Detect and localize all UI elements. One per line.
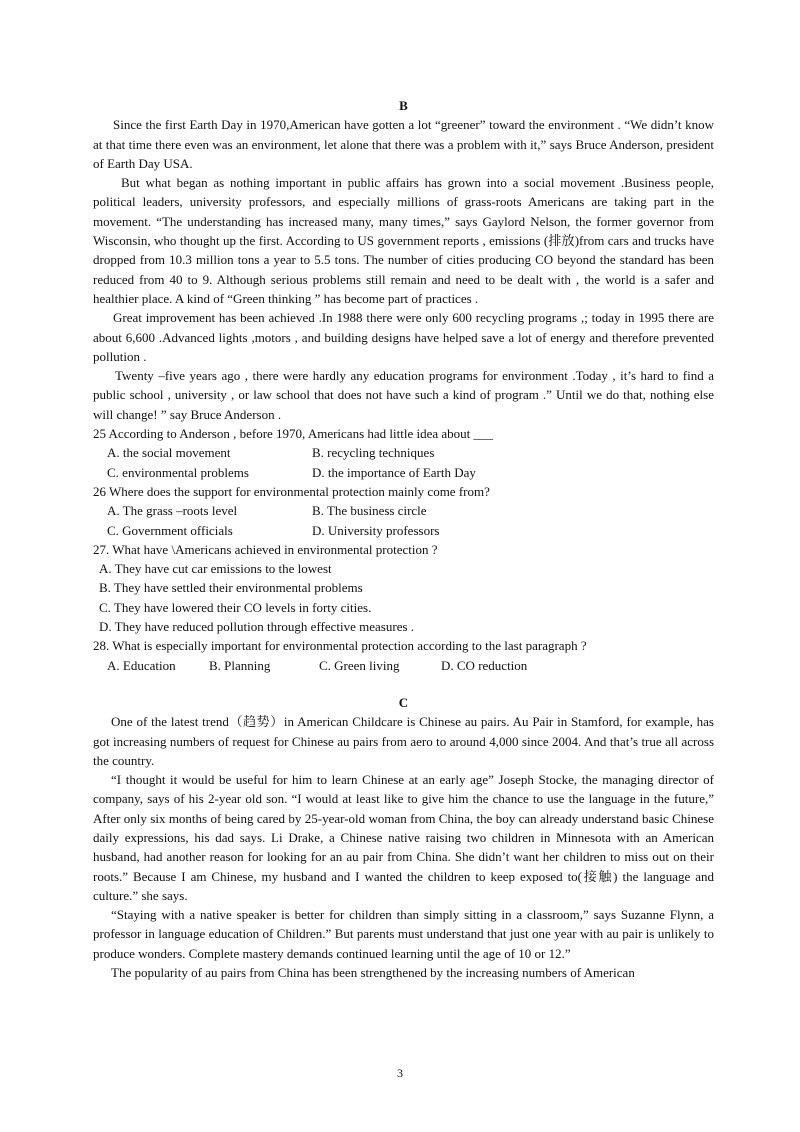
question-25-stem: 25 According to Anderson , before 1970, Americans had little idea about ___ (93, 426, 494, 442)
question-26-option-b: B. The business circle (312, 503, 427, 519)
question-27-option-c: C. They have lowered their CO levels in forty cities. (99, 599, 372, 615)
question-27-option-a: A. They have cut car emissions to the lowest (99, 561, 332, 577)
question-25-options-row-1 (93, 443, 714, 462)
section-c-paragraph-4: The popularity of au pairs from China has been strengthened by the increasing numbers of American (111, 965, 635, 981)
section-c-paragraph-3: “Staying with a native speaker is better for children than simply sitting in a classroom,” says Suzanne Flynn, a professor in language education of Children.” But parents must understand that just one year with au pair is unlikely to produce wonders. Complete mastery demands continued learning until the age of 10 or 12.” (93, 907, 714, 961)
question-28-option-c: C. Green living (319, 657, 400, 673)
question-28-option-a: A. Education (107, 657, 176, 673)
page-number: 3 (397, 1066, 403, 1080)
section-b-paragraph-3: Great improvement has been achieved .In 1988 there were only 600 recycling programs ,; today in 1995 there are about 6,600 .Advanced lights ,motors , and building designs have helped save a lot of energy and therefore prevented pollution . (93, 310, 714, 364)
question-27-option-b: B. They have settled their environmental problems (99, 580, 363, 596)
question-28-option-d: D. CO reduction (441, 657, 528, 673)
question-25-option-b: B. recycling techniques (312, 445, 435, 461)
question-25-option-c: C. environmental problems (107, 464, 249, 480)
question-28-stem: 28. What is especially important for environmental protection according to the last paragraph ? (93, 638, 587, 654)
section-c-paragraph-1: One of the latest trend（趋势）in American Childcare is Chinese au pairs. Au Pair in Stamford, for example, has got increasing numbers of request for Chinese au pairs from aero to around 4,000 since 2004. And that’s true all across the country. (93, 714, 714, 768)
question-26-option-c: C. Government officials (107, 522, 233, 538)
section-b-paragraph-4: Twenty –five years ago , there were hardly any education programs for environment .Today , it’s hard to find a public school , university , or law school that does not have such a kind of program .” Until we do that, nothing else will change! ” say Bruce Anderson . (93, 368, 714, 422)
section-b-paragraph-1: Since the first Earth Day in 1970,American have gotten a lot “greener” toward the environment . “We didn’t know at that time there even was an environment, let alone that there was a problem with it,” says Bruce Anderson, president of Earth Day USA. (93, 117, 714, 171)
question-26-option-d: D. University professors (312, 522, 440, 538)
section-c-heading: C (398, 694, 409, 710)
question-28-options (93, 656, 714, 675)
section-b-heading: B (399, 98, 408, 113)
section-b-paragraph-2: But what began as nothing important in public affairs has grown into a social movement .Business people, political leaders, university professors, and especially millions of grass-roots Americans are taking part in the movement. “The understanding has increased many, many times,” says Gaylord Nelson, the former governor from Wisconsin, who thought up the first. According to US government reports , emissions (排放)from cars and trucks have dropped from 10.3 million tons a year to 5.5 tons. The number of cities producing CO beyond the standard has been reduced from 40 to 9. Although serious problems still remain and need to be dealt with , the world is a safer and healthier place. A kind of “Green thinking ” has become part of practices . (93, 175, 714, 306)
question-25-option-a: A. the social movement (107, 445, 231, 461)
question-28-option-b: B. Planning (209, 657, 271, 673)
question-25-option-d: D. the importance of Earth Day (312, 464, 476, 480)
document-page (93, 96, 714, 982)
section-c-paragraph-2: “I thought it would be useful for him to learn Chinese at an early age” Joseph Stocke, the managing director of company, says of his 2-year old son. “I would at least like to give him the chance to use the language in the future,” After only six months of being cared by 25-year-old woman from China, the boy can already understand basic Chinese daily expressions, his dad says. Li Drake, a Chinese native raising two children in Minnesota with an American husband, had another reason for looking for an au pair from China. She didn’t want her children to miss out on their roots.” Because I am Chinese, my husband and I wanted the children to keep exposed to(接触) the language and culture.” she says. (93, 772, 714, 903)
question-26-options-row-2 (93, 521, 714, 540)
question-26-stem: 26 Where does the support for environmental protection mainly come from? (93, 483, 490, 499)
question-27-stem: 27. What have \Americans achieved in environmental protection ? (93, 541, 438, 557)
question-26-options-row-1 (93, 501, 714, 520)
question-26-option-a: A. The grass –roots level (107, 503, 238, 519)
question-25-options-row-2 (93, 463, 714, 482)
question-27-option-d: D. They have reduced pollution through effective measures . (99, 619, 415, 635)
